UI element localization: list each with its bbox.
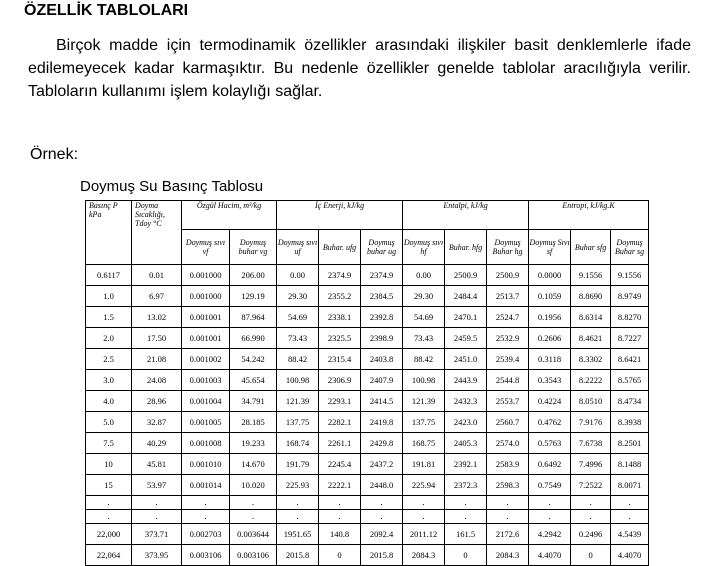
table-cell: 54.242 (230, 349, 277, 370)
table-cell: 8.8270 (611, 307, 649, 328)
table-cell: 225.93 (277, 475, 319, 496)
table-cell: 0 (445, 545, 487, 566)
table-cell: 1.0 (86, 286, 132, 307)
table-cell: 34.791 (230, 391, 277, 412)
table-cell: 2245.4 (319, 454, 361, 475)
table-cell: 0.7549 (529, 475, 571, 496)
table-row (86, 475, 649, 496)
table-cell: . (319, 496, 361, 510)
table-cell: 2372.3 (445, 475, 487, 496)
table-cell: 0.3118 (529, 349, 571, 370)
table-cell: 2338.1 (319, 307, 361, 328)
table-cell: 0.001001 (182, 307, 230, 328)
table-cell: 0.001008 (182, 433, 230, 454)
table-cell: 4.2942 (529, 524, 571, 545)
table-row (86, 307, 649, 328)
table-cell: 2011.12 (403, 524, 445, 545)
table-cell: 2513.7 (487, 286, 529, 307)
table-cell: 8.1488 (611, 454, 649, 475)
table-cell: 0.6492 (529, 454, 571, 475)
table-cell: 9.1556 (611, 265, 649, 286)
table-cell: 2282.1 (319, 412, 361, 433)
table-cell: . (403, 510, 445, 524)
subheader-sf: Doymuş Sıvı sf (529, 230, 571, 265)
table-cell: . (487, 496, 529, 510)
table-cell: . (611, 496, 649, 510)
table-cell: . (529, 496, 571, 510)
table-cell: 2392.1 (445, 454, 487, 475)
table-cell: 2437.2 (361, 454, 403, 475)
table-cell: 2261.1 (319, 433, 361, 454)
table-cell: 2553.7 (487, 391, 529, 412)
table-cell: 2403.8 (361, 349, 403, 370)
table-cell: 0.2496 (571, 524, 611, 545)
table-cell: . (445, 510, 487, 524)
table-cell: . (403, 496, 445, 510)
table-cell: 2414.5 (361, 391, 403, 412)
table-row (86, 349, 649, 370)
table-cell: 21.08 (132, 349, 182, 370)
header-internal-energy: İç Enerji, kJ/kg (277, 201, 403, 230)
table-cell: 0.002703 (182, 524, 230, 545)
table-cell: 0.001004 (182, 391, 230, 412)
table-cell: 100.98 (403, 370, 445, 391)
table-cell: 2574.0 (487, 433, 529, 454)
table-cell: 0.6117 (86, 265, 132, 286)
table-cell: 0.001002 (182, 349, 230, 370)
table-cell: 1951.65 (277, 524, 319, 545)
table-body (86, 265, 649, 566)
table-cell: 1.5 (86, 307, 132, 328)
table-cell: 13.02 (132, 307, 182, 328)
table-cell: 191.81 (403, 454, 445, 475)
table-cell: 373.71 (132, 524, 182, 545)
table-cell: 0.01 (132, 265, 182, 286)
table-cell: 8.4621 (571, 328, 611, 349)
table-cell: 2015.8 (277, 545, 319, 566)
table-cell: 0.00 (403, 265, 445, 286)
table-row (86, 524, 649, 545)
header-entropy: Entropi, kJ/kg.K (529, 201, 649, 230)
table-cell: 8.3302 (571, 349, 611, 370)
table-cell: 168.74 (277, 433, 319, 454)
table-cell: 0 (319, 545, 361, 566)
table-cell: 0.00 (277, 265, 319, 286)
table-cell: 8.5765 (611, 370, 649, 391)
subheader-ug: Doymuş buhar ug (361, 230, 403, 265)
subheader-ufg: Buhar. ufg (319, 230, 361, 265)
table-cell: 7.2522 (571, 475, 611, 496)
example-label: Örnek: (30, 146, 79, 163)
table-cell: 8.6314 (571, 307, 611, 328)
table-cell: 0.1956 (529, 307, 571, 328)
table-cell: 2325.5 (319, 328, 361, 349)
table-cell: 2484.4 (445, 286, 487, 307)
table-cell: 0.001000 (182, 265, 230, 286)
table-cell: 2384.5 (361, 286, 403, 307)
table-cell: 2084.3 (487, 545, 529, 566)
page-title: ÖZELLİK TABLOLARI (24, 2, 189, 19)
table-cell: 2539.4 (487, 349, 529, 370)
table-cell: 2.0 (86, 328, 132, 349)
header-specific-volume: Özgül Hacim, m³/kg (182, 201, 277, 230)
table-row (86, 496, 649, 510)
table-cell: . (487, 510, 529, 524)
table-cell: 4.4070 (611, 545, 649, 566)
table-cell: 2407.9 (361, 370, 403, 391)
table-cell: 2222.1 (319, 475, 361, 496)
table-row (86, 454, 649, 475)
table-cell: 0.2606 (529, 328, 571, 349)
subheader-hg: Doymuş Buhar hg (487, 230, 529, 265)
table-cell: . (86, 496, 132, 510)
table-cell: 2432.3 (445, 391, 487, 412)
table-cell: 2.5 (86, 349, 132, 370)
table-row (86, 391, 649, 412)
table-cell: 0 (571, 545, 611, 566)
table-cell: 28.96 (132, 391, 182, 412)
table-cell: 0.1059 (529, 286, 571, 307)
subheader-uf: Doymuş sıvı uf (277, 230, 319, 265)
subheader-sfg: Buhar sfg (571, 230, 611, 265)
table-cell: 2448.0 (361, 475, 403, 496)
table-cell: 100.98 (277, 370, 319, 391)
subheader-hf: Doymuş sıvı hf (403, 230, 445, 265)
table-cell: 15 (86, 475, 132, 496)
table-cell: 0.3543 (529, 370, 571, 391)
table-cell: 2500.9 (445, 265, 487, 286)
table-cell: . (182, 510, 230, 524)
table-cell: 191.79 (277, 454, 319, 475)
table-cell: 4.4070 (529, 545, 571, 566)
table-cell: . (571, 496, 611, 510)
table-cell: 2392.8 (361, 307, 403, 328)
table-cell: 225.94 (403, 475, 445, 496)
table-cell: . (230, 510, 277, 524)
subheader-sg: Doymuş Buhar sg (611, 230, 649, 265)
table-cell: 2598.3 (487, 475, 529, 496)
table-cell: 10 (86, 454, 132, 475)
table-cell: 24.08 (132, 370, 182, 391)
table-row (86, 265, 649, 286)
table-cell: 2374.9 (361, 265, 403, 286)
table-cell: 7.5 (86, 433, 132, 454)
table-cell: 54.69 (403, 307, 445, 328)
table-cell: . (132, 496, 182, 510)
table-cell: 45.81 (132, 454, 182, 475)
table-cell: 2443.9 (445, 370, 487, 391)
table-cell: 2423.0 (445, 412, 487, 433)
table-cell: 121.39 (277, 391, 319, 412)
table-cell: . (361, 496, 403, 510)
table-cell: 0.5763 (529, 433, 571, 454)
table-cell: 6.97 (132, 286, 182, 307)
table-cell: 2405.3 (445, 433, 487, 454)
table-cell: 129.19 (230, 286, 277, 307)
table-cell: 8.4734 (611, 391, 649, 412)
table-cell: 2092.4 (361, 524, 403, 545)
header-enthalpy: Entalpi, kJ/kg (403, 201, 529, 230)
table-cell: 54.69 (277, 307, 319, 328)
table-cell: . (277, 496, 319, 510)
table-cell: 0.001005 (182, 412, 230, 433)
table-cell: 2398.9 (361, 328, 403, 349)
table-row (86, 433, 649, 454)
table-cell: . (277, 510, 319, 524)
table-cell: 5.0 (86, 412, 132, 433)
table-cell: 22,064 (86, 545, 132, 566)
table-cell: 66.990 (230, 328, 277, 349)
table-cell: 0.001014 (182, 475, 230, 496)
table-cell: 2524.7 (487, 307, 529, 328)
table-cell: . (611, 510, 649, 524)
table-cell: 0.001000 (182, 286, 230, 307)
table-cell: 29.30 (277, 286, 319, 307)
table-cell: 2583.9 (487, 454, 529, 475)
table-cell: . (319, 510, 361, 524)
table-cell: 8.0071 (611, 475, 649, 496)
table-cell: 8.8690 (571, 286, 611, 307)
table-cell: 29.30 (403, 286, 445, 307)
table-cell: 2459.5 (445, 328, 487, 349)
table-cell: 168.75 (403, 433, 445, 454)
table-cell: 0.003644 (230, 524, 277, 545)
intro-paragraph: Birçok madde için termodinamik özellikler arasındaki ilişkiler basit denklemlerle ifade edilemeyecek kadar karmaşıktır. Bu nedenle özellikler genelde tablolar aracılığıyla verilir. Tabloların kullanımı işlem kolaylığı sağlar. (28, 37, 691, 100)
table-cell: . (86, 510, 132, 524)
table-row (86, 412, 649, 433)
table-cell: 2532.9 (487, 328, 529, 349)
table-cell: 0.001003 (182, 370, 230, 391)
table-row (86, 545, 649, 566)
table-cell: 73.43 (277, 328, 319, 349)
table-cell: 32.87 (132, 412, 182, 433)
table-cell: . (361, 510, 403, 524)
table-cell: 8.6421 (611, 349, 649, 370)
header-temperature: Doyma Sıcaklığı, Tdoy °C (132, 201, 182, 265)
table-cell: 53.97 (132, 475, 182, 496)
table-cell: 2355.2 (319, 286, 361, 307)
table-cell: 2500.9 (487, 265, 529, 286)
table-cell: 0.001010 (182, 454, 230, 475)
table-cell: 17.50 (132, 328, 182, 349)
table-cell: . (182, 496, 230, 510)
table-cell: 73.43 (403, 328, 445, 349)
table-cell: 2315.4 (319, 349, 361, 370)
table-cell: 2374.9 (319, 265, 361, 286)
table-cell: 137.75 (277, 412, 319, 433)
table-row (86, 370, 649, 391)
table-cell: 161.5 (445, 524, 487, 545)
table-cell: 0.4224 (529, 391, 571, 412)
table-cell: 22,000 (86, 524, 132, 545)
table-cell: 2544.8 (487, 370, 529, 391)
table-cell: 87.964 (230, 307, 277, 328)
table-row (86, 286, 649, 307)
table-cell: 2429.8 (361, 433, 403, 454)
table-cell: 137.75 (403, 412, 445, 433)
table-cell: 0.4762 (529, 412, 571, 433)
table-row (86, 510, 649, 524)
table-cell: 2451.0 (445, 349, 487, 370)
table-cell: 8.2501 (611, 433, 649, 454)
table-cell: 40.29 (132, 433, 182, 454)
table-cell: 14.670 (230, 454, 277, 475)
table-cell: 4.0 (86, 391, 132, 412)
table-cell: . (132, 510, 182, 524)
table-cell: 2419.8 (361, 412, 403, 433)
table-cell: 45.654 (230, 370, 277, 391)
table-title: Doymuş Su Basınç Tablosu (80, 178, 264, 195)
table-cell: 7.6738 (571, 433, 611, 454)
table-cell: 0.0000 (529, 265, 571, 286)
table-cell: 2293.1 (319, 391, 361, 412)
table-cell: . (445, 496, 487, 510)
table-cell: 2470.1 (445, 307, 487, 328)
header-pressure: Basınç P kPa (86, 201, 132, 265)
table-cell: . (529, 510, 571, 524)
table-cell: . (571, 510, 611, 524)
table-cell: 19.233 (230, 433, 277, 454)
table-cell: 7.9176 (571, 412, 611, 433)
table-cell: 2015.8 (361, 545, 403, 566)
table-cell: 9.1556 (571, 265, 611, 286)
table-cell: 2560.7 (487, 412, 529, 433)
table-cell: 28.185 (230, 412, 277, 433)
table-cell: 88.42 (403, 349, 445, 370)
table-cell: 0.003106 (230, 545, 277, 566)
table-cell: 373.95 (132, 545, 182, 566)
table-cell: 4.5439 (611, 524, 649, 545)
table-cell: 8.0510 (571, 391, 611, 412)
table-cell: 8.7227 (611, 328, 649, 349)
saturated-water-pressure-table (85, 200, 648, 560)
table-cell: 3.0 (86, 370, 132, 391)
table-row (86, 328, 649, 349)
subheader-hfg: Buhar. hfg (445, 230, 487, 265)
table-cell: 8.3938 (611, 412, 649, 433)
table-cell: 0.001001 (182, 328, 230, 349)
subheader-vg: Doymuş buhar vg (230, 230, 277, 265)
table-cell: 2084.3 (403, 545, 445, 566)
subheader-vf: Doymuş sıvı vf (182, 230, 230, 265)
table-cell: 121.39 (403, 391, 445, 412)
table-cell: 206.00 (230, 265, 277, 286)
table-cell: 10.020 (230, 475, 277, 496)
table-cell: 8.9749 (611, 286, 649, 307)
table-cell: 8.2222 (571, 370, 611, 391)
table-cell: 7.4996 (571, 454, 611, 475)
table-cell: 88.42 (277, 349, 319, 370)
table-cell: 2306.9 (319, 370, 361, 391)
table-cell: 2172.6 (487, 524, 529, 545)
table-cell: 140.8 (319, 524, 361, 545)
table-cell: 0.003106 (182, 545, 230, 566)
table-cell: . (230, 496, 277, 510)
